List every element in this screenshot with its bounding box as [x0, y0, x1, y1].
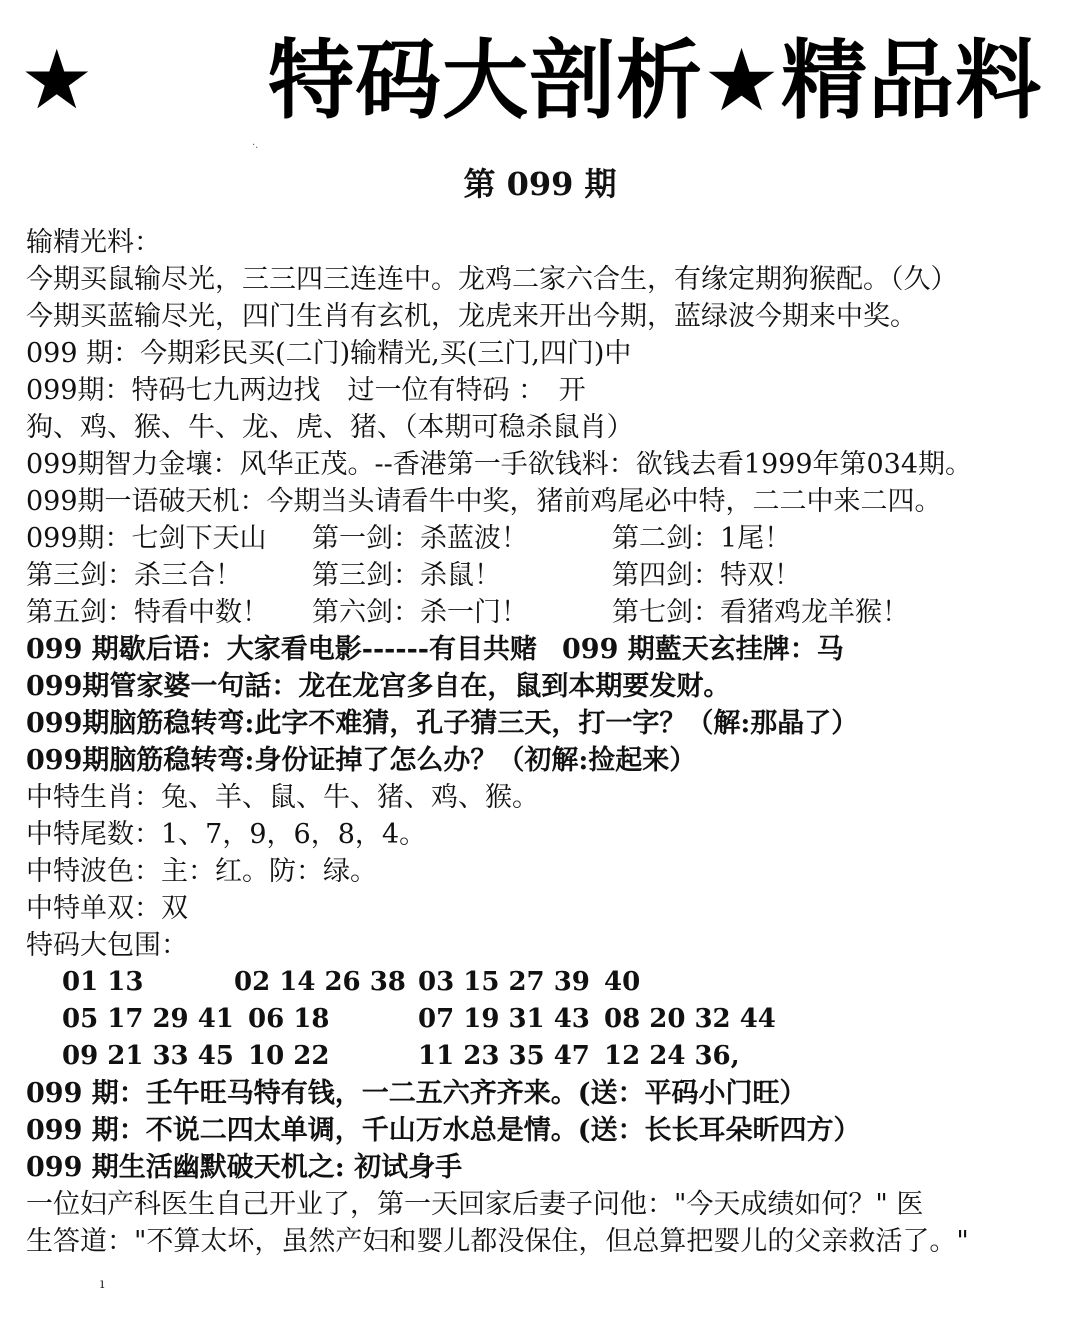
text-line: 狗、鸡、猴、牛、龙、虎、猪、（本期可稳杀鼠肖）: [26, 412, 634, 443]
number-group: 12 24 36,: [604, 1041, 740, 1071]
text-line: 中特生肖：兔、羊、鼠、牛、猪、鸡、猴。: [26, 782, 539, 813]
sword-cell: 第六剑：杀一门！: [312, 597, 528, 628]
sword-cell: 第四剑：特双！: [612, 560, 801, 591]
text-line: 今期买鼠输尽光，三三四三连连中。龙鸡二家六合生，有缘定期狗猴配。（久）: [26, 264, 958, 295]
sword-cell: 第一剑：杀蓝波！: [312, 523, 528, 554]
number-group: 09 21 33 45: [62, 1041, 234, 1071]
text-line: 今期买蓝输尽光，四门生肖有玄机，龙虎来开出今期，蓝绿波今期来中奖。: [26, 301, 917, 332]
sword-cell: 第五剑：特看中数！: [26, 597, 269, 628]
number-row: [26, 964, 1066, 1001]
text-line: 099 期生活幽默破天机之: 初试身手: [26, 1152, 463, 1183]
sword-cell: 第七剑：看猪鸡龙羊猴！: [612, 597, 909, 628]
number-group: 07 19 31 43: [418, 1004, 590, 1034]
number-group: 02 14 26 38: [234, 967, 406, 997]
scan-speck: ·.: [252, 140, 259, 151]
sword-cell: 第二剑：1尾！: [612, 523, 792, 554]
text-line: 099期管家婆一句話：龙在龙宫多自在，鼠到本期要发财。: [26, 671, 731, 702]
text-line: 一位妇产科医生自己开业了，第一天回家后妻子问他："今天成绩如何？" 医: [26, 1189, 924, 1220]
text-line: 生答道："不算太坏，虽然产妇和婴儿都没保住，但总算把婴儿的父亲救活了。": [26, 1226, 969, 1257]
number-group: 05 17 29 41: [62, 1004, 234, 1034]
sign-text: 099 期藍天玄挂牌：马: [562, 634, 844, 665]
number-group: 11 23 35 47: [418, 1041, 590, 1071]
article-body: [26, 224, 1066, 1260]
text-line: 099 期：壬午旺马特有钱，一二五六齐齐来。(送：平码小门旺）: [26, 1078, 807, 1109]
issue-number: 第 099 期: [463, 165, 617, 203]
riddle-row: [26, 631, 1066, 668]
sword-cell: 第三剑：杀鼠！: [312, 560, 501, 591]
sword-row: [26, 594, 1066, 631]
number-group: 08 20 32 44: [604, 1004, 776, 1034]
sword-row: [26, 557, 1066, 594]
page-title: 特码大剖析★精品料: [268, 31, 1043, 131]
star-icon: ★: [20, 33, 94, 128]
number-group: 06 18: [248, 1004, 330, 1034]
section-heading: 输精光料：: [26, 227, 161, 258]
sword-cell: 099期：七剑下天山: [26, 523, 267, 554]
number-row: [26, 1001, 1066, 1038]
text-line: 099 期：不说二四太单调，千山万水总是情。(送：长长耳朵昕四方）: [26, 1115, 861, 1146]
text-line: 中特单双：双: [26, 893, 188, 924]
header: [0, 28, 1080, 138]
number-group: 10 22: [248, 1041, 330, 1071]
number-group: 03 15 27 39: [418, 967, 590, 997]
text-line: 中特尾数：1、7，9，6，8，4。: [26, 819, 427, 850]
text-line: 中特波色：主：红。防：绿。: [26, 856, 377, 887]
number-row: [26, 1038, 1066, 1075]
scan-speck: ı: [100, 1276, 105, 1292]
number-group: 40: [604, 967, 641, 997]
text-line: 099期脑筋稳转弯:此字不难猜，孔子猜三天，打一字？（解:那晶了）: [26, 708, 859, 739]
text-line: 099 期：今期彩民买(二门)输精光,买(三门,四门)中: [26, 338, 632, 369]
sword-cell: 第三剑：杀三合！: [26, 560, 242, 591]
text-line: 099期一语破天机：今期当头请看牛中奖，猪前鸡尾必中特，二二中来二四。: [26, 486, 942, 517]
text-line: 099期：特码七九两边找 过一位有特码 ： 开: [26, 375, 586, 406]
text-line: 099期智力金壤：风华正茂。--香港第一手欲钱料：欲钱去看1999年第034期。: [26, 449, 973, 480]
sword-row: [26, 520, 1066, 557]
number-group: 01 13: [62, 967, 144, 997]
section-heading: 特码大包围：: [26, 930, 188, 961]
riddle-text: 099 期歇后语：大家看电影------有目共赌: [26, 634, 537, 665]
text-line: 099期脑筋稳转弯:身份证掉了怎么办？（初解:捡起来）: [26, 745, 697, 776]
